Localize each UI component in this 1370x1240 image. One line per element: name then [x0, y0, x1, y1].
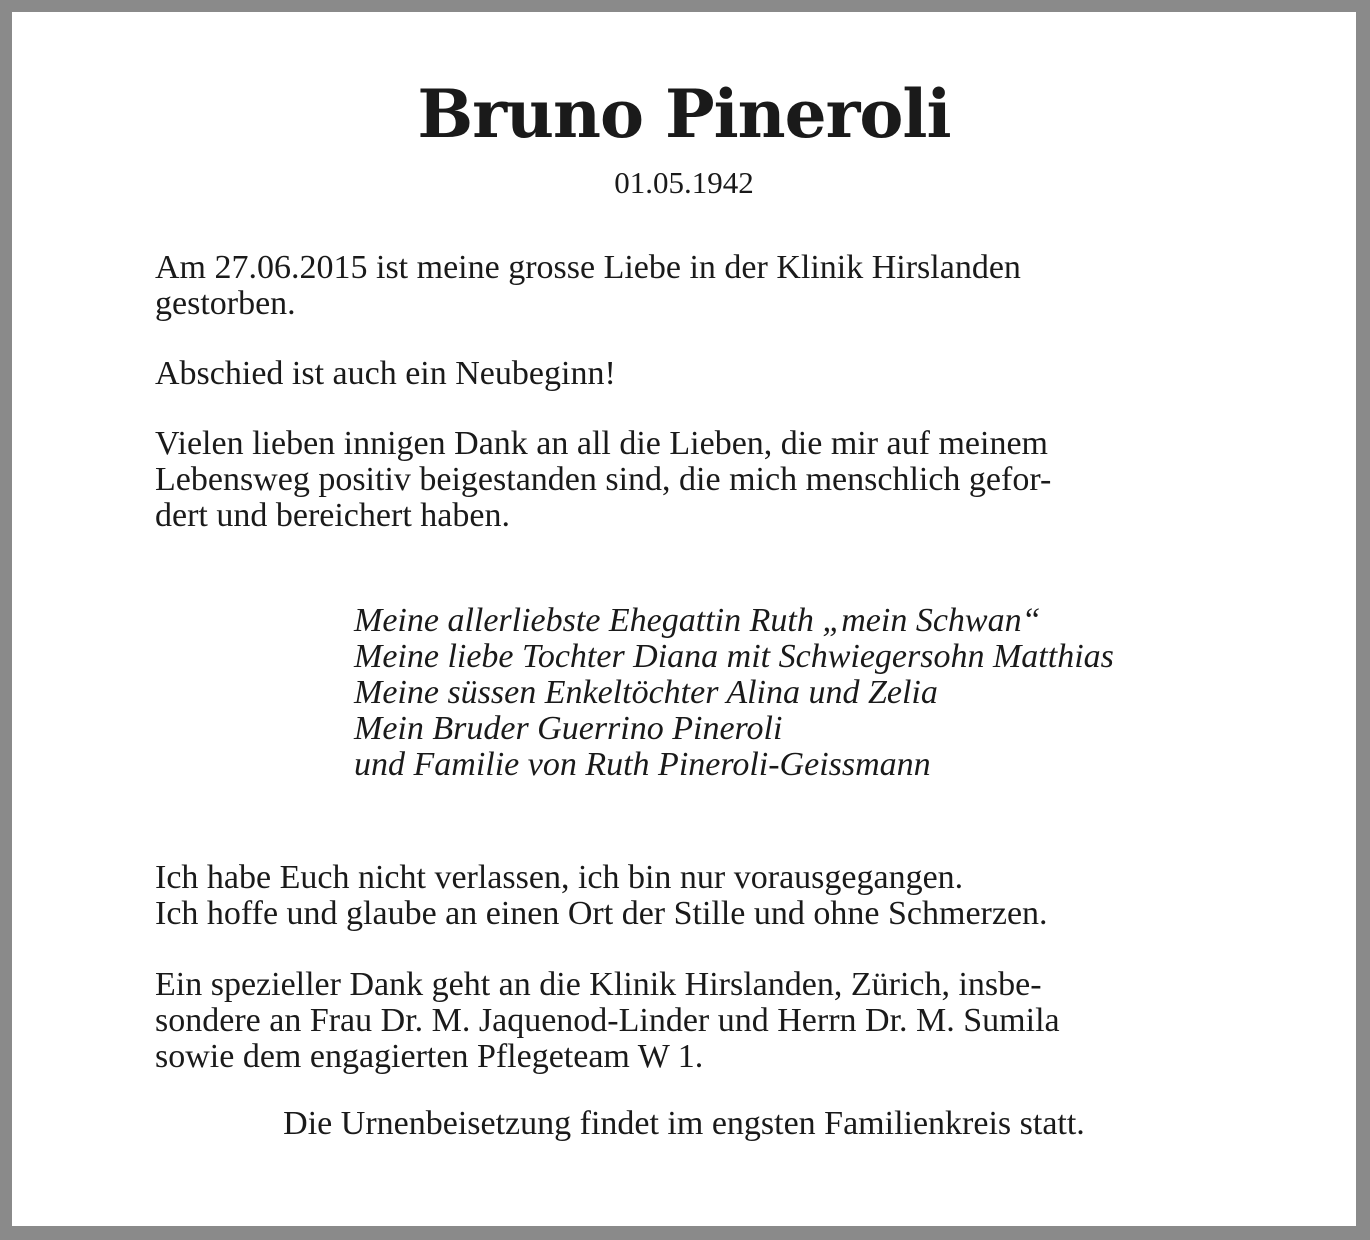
- text-line: Ein spezieller Dank geht an die Klinik Hirslanden, Zürich, insbe-: [155, 966, 1042, 1003]
- text-line: gestorben.: [155, 285, 296, 322]
- paragraph-special-thanks: [155, 967, 1225, 1075]
- text-line: Lebensweg positiv beigestanden sind, die mich menschlich gefor-: [155, 461, 1052, 498]
- text-line: Ich hoffe und glaube an einen Ort der Stille und ohne Schmerzen.: [155, 895, 1048, 932]
- text-line: Am 27.06.2015 ist meine grosse Liebe in der Klinik Hirslanden: [155, 249, 1021, 286]
- text-line: sowie dem engagierten Pflegeteam W 1.: [155, 1038, 704, 1075]
- paragraph-thanks: [155, 426, 1225, 534]
- text-line: Ich habe Euch nicht verlassen, ich bin nur vorausgegangen.: [155, 859, 964, 896]
- family-line: Meine liebe Tochter Diana mit Schwiegersohn Matthias: [354, 638, 1114, 675]
- birth-date: 01.05.1942: [614, 165, 754, 200]
- text-line: Abschied ist auch ein Neubeginn!: [155, 355, 616, 392]
- paragraph-farewell: [155, 356, 1225, 392]
- text-line: sondere an Frau Dr. M. Jaquenod-Linder und Herrn Dr. M. Sumila: [155, 1002, 1060, 1039]
- family-line: Meine süssen Enkeltöchter Alina und Zelia: [354, 674, 938, 711]
- text-line: dert und bereichert haben.: [155, 497, 510, 534]
- obituary-name-title: Bruno Pineroli: [417, 75, 951, 153]
- text-line: Vielen lieben innigen Dank an all die Lieben, die mir auf meinem: [155, 425, 1048, 462]
- family-line: Meine allerliebste Ehegattin Ruth „mein Schwan“: [354, 602, 1041, 639]
- family-list: [354, 603, 1114, 783]
- paragraph-death-announcement: [155, 250, 1225, 322]
- paragraph-farewell-words: [155, 860, 1225, 932]
- closing-note: Die Urnenbeisetzung findet im engsten Familienkreis statt.: [283, 1105, 1085, 1142]
- family-line: Mein Bruder Guerrino Pineroli: [354, 710, 783, 747]
- obituary-notice: [12, 12, 1356, 1226]
- family-line: und Familie von Ruth Pineroli-Geissmann: [354, 746, 931, 783]
